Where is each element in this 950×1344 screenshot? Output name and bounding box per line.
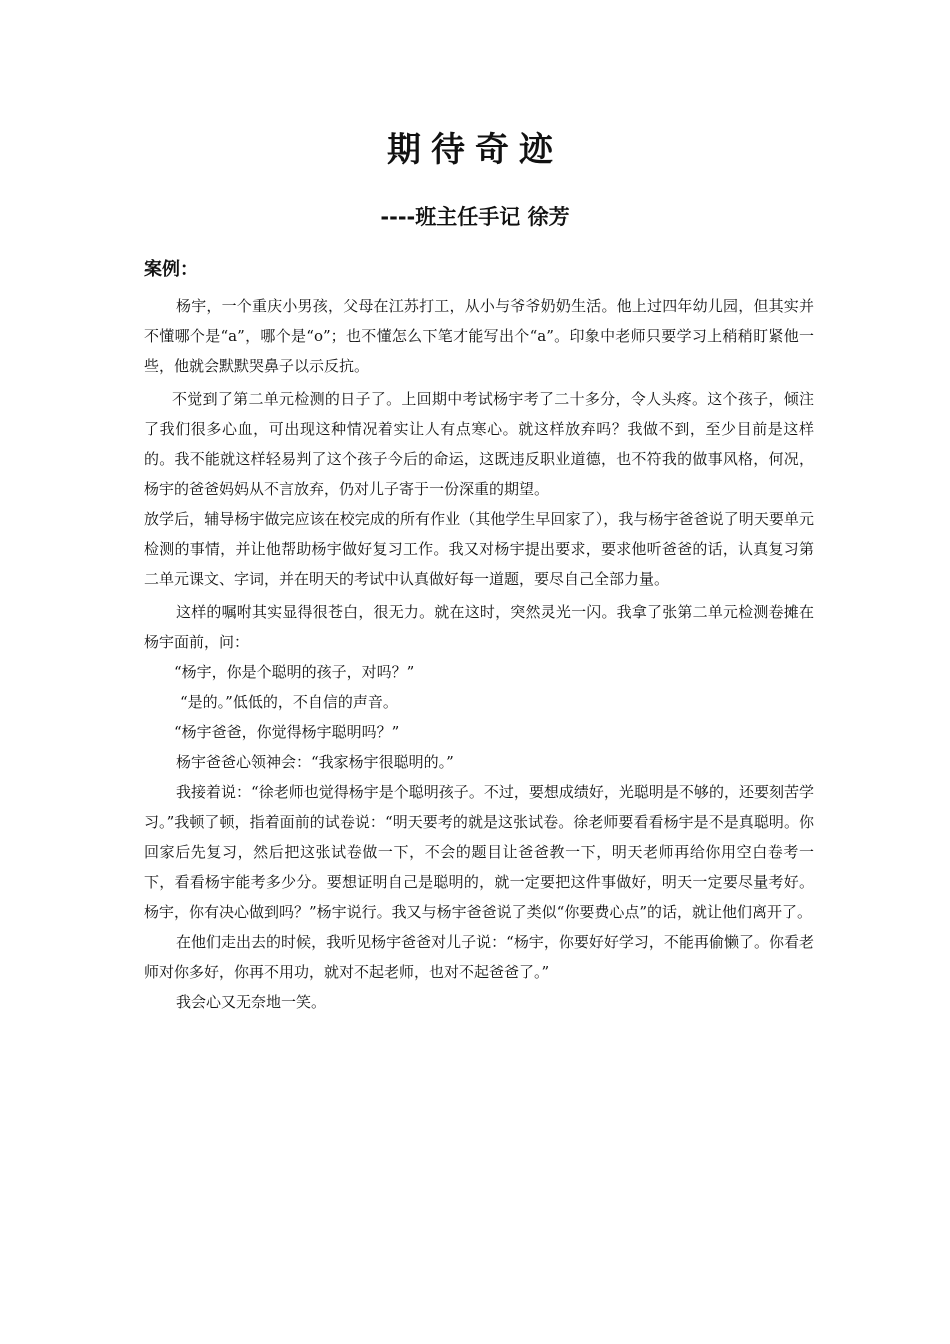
document-title: 期待奇迹 — [387, 130, 563, 170]
paragraph: 我接着说：“徐老师也觉得杨宇是个聪明孩子。不过，要想成绩好，光聪明是不够的，还要刻苦学习。”我顿了顿，指着面前的试卷说：“明天要考的就是这张试卷。徐老师要看看杨宇是不是真聪明。你回家后先复习，然后把这张试卷做一下，不会的题目让爸爸教一下，明天老师再给你用空白卷考一下，看看杨宇能考多少分。要想证明自己是聪明的，就一定要把这件事做好，明天一定要尽量考好。杨宇，你有决心做到吗？”杨宇说行。我又与杨宇爸爸说了类似“你要费心点”的话，就让他们离开了。 — [144, 783, 814, 921]
dialogue-line: “是的。”低低的，不自信的声音。 — [180, 693, 398, 711]
dialogue-line: 杨宇爸爸心领神会：“我家杨宇很聪明的。” — [176, 753, 454, 771]
document-body — [144, 291, 814, 1017]
paragraph: 杨宇，一个重庆小男孩，父母在江苏打工，从小与爷爷奶奶生活。他上过四年幼儿园，但其实并不懂哪个是“a”，哪个是“o”；也不懂怎么下笔才能写出个“a”。印象中老师只要学习上稍稍盯紧他一些，他就会默默哭鼻子以示反抗。 — [144, 297, 814, 375]
section-label: 案例： — [144, 259, 198, 280]
dialogue-line: “杨宇，你是个聪明的孩子，对吗？” — [174, 663, 415, 681]
paragraph: 放学后，辅导杨宇做完应该在校完成的所有作业（其他学生早回家了），我与杨宇爸爸说了明天要单元检测的事情，并让他帮助杨宇做好复习工作。我又对杨宇提出要求，要求他听爸爸的话，认真复习第二单元课文、字词，并在明天的考试中认真做好每一道题，要尽自己全部力量。 — [144, 510, 814, 588]
paragraph: 在他们走出去的时候，我听见杨宇爸爸对儿子说：“杨宇，你要好好学习，不能再偷懒了。你看老师对你多好，你再不用功，就对不起老师，也对不起爸爸了。” — [144, 933, 814, 981]
document-subtitle: ----班主任手记 徐芳 — [380, 205, 570, 229]
dialogue-line: “杨宇爸爸，你觉得杨宇聪明吗？” — [174, 723, 400, 741]
paragraph: 我会心又无奈地一笑。 — [176, 993, 327, 1011]
paragraph: 不觉到了第二单元检测的日子了。上回期中考试杨宇考了二十多分，令人头疼。这个孩子，倾注了我们很多心血，可出现这种情况着实让人有点寒心。就这样放弃吗？我做不到，至少目前是这样的。我不能就这样轻易判了这个孩子今后的命运，这既违反职业道德，也不符我的做事风格，何况，杨宇的爸爸妈妈从不言放弃，仍对儿子寄于一份深重的期望。 — [144, 390, 814, 498]
paragraph: 这样的嘱咐其实显得很苍白，很无力。就在这时，突然灵光一闪。我拿了张第二单元检测卷摊在杨宇面前，问： — [144, 603, 814, 651]
